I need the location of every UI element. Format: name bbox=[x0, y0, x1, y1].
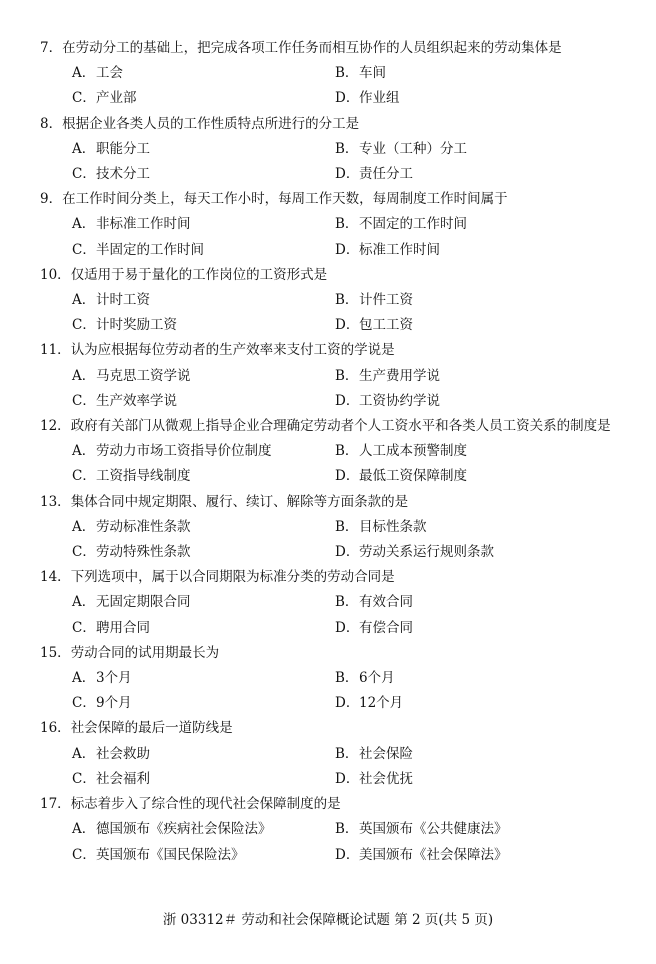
question-number: 13． bbox=[40, 493, 71, 510]
option-letter: C． bbox=[72, 241, 96, 258]
answer-option bbox=[335, 288, 615, 313]
option-text: 社会救助 bbox=[96, 745, 150, 762]
answer-option bbox=[335, 742, 615, 767]
option-text: 工会 bbox=[96, 65, 123, 82]
answer-option bbox=[335, 590, 615, 615]
option-letter: B． bbox=[335, 821, 359, 838]
option-letter: B． bbox=[335, 518, 359, 535]
answer-option bbox=[72, 691, 335, 716]
question-stem bbox=[40, 263, 620, 288]
option-text: 目标性条款 bbox=[359, 518, 427, 535]
question-stem bbox=[40, 338, 620, 363]
question-item bbox=[40, 187, 620, 263]
question-text: 劳动合同的试用期最长为 bbox=[70, 644, 220, 661]
question-number: 8． bbox=[40, 115, 63, 132]
option-grid bbox=[40, 212, 620, 262]
answer-option bbox=[335, 464, 615, 489]
option-grid bbox=[40, 742, 620, 792]
answer-option bbox=[335, 389, 615, 414]
answer-option bbox=[72, 212, 335, 237]
answer-option bbox=[72, 389, 335, 414]
question-stem bbox=[40, 187, 620, 212]
question-number: 10． bbox=[40, 266, 71, 283]
option-grid bbox=[40, 364, 620, 414]
option-letter: C． bbox=[72, 166, 96, 183]
option-letter: C． bbox=[72, 317, 96, 334]
answer-option bbox=[72, 137, 335, 162]
option-letter: B． bbox=[335, 65, 359, 82]
option-letter: C． bbox=[72, 392, 96, 409]
question-stem bbox=[40, 716, 620, 741]
question-number: 17． bbox=[40, 796, 71, 813]
question-number: 9． bbox=[40, 191, 63, 208]
answer-option bbox=[72, 666, 335, 691]
option-letter: D． bbox=[335, 544, 360, 561]
option-letter: C． bbox=[72, 695, 96, 712]
option-letter: B． bbox=[335, 140, 359, 157]
option-letter: C． bbox=[72, 90, 96, 107]
option-letter: A． bbox=[72, 216, 96, 233]
answer-option bbox=[335, 61, 615, 86]
option-text: 劳动特殊性条款 bbox=[96, 544, 191, 561]
option-letter: D． bbox=[335, 317, 360, 334]
question-stem bbox=[40, 792, 620, 817]
answer-option bbox=[72, 162, 335, 187]
answer-option bbox=[72, 767, 335, 792]
option-text: 劳动力市场工资指导价位制度 bbox=[96, 443, 272, 460]
option-text: 最低工资保障制度 bbox=[359, 468, 467, 485]
question-stem bbox=[40, 414, 620, 439]
option-text: 社会优抚 bbox=[359, 770, 413, 787]
answer-option bbox=[335, 86, 615, 111]
question-list bbox=[40, 36, 620, 868]
question-stem bbox=[40, 36, 620, 61]
option-grid bbox=[40, 61, 620, 111]
question-stem bbox=[40, 565, 620, 590]
option-letter: B． bbox=[335, 670, 359, 687]
option-text: 德国颁布《疾病社会保险法》 bbox=[96, 821, 272, 838]
question-number: 14． bbox=[40, 569, 71, 586]
answer-option bbox=[72, 742, 335, 767]
answer-option bbox=[335, 843, 615, 868]
option-letter: A． bbox=[72, 745, 96, 762]
option-text: 包工工资 bbox=[359, 317, 413, 334]
question-item bbox=[40, 490, 620, 566]
answer-option bbox=[335, 767, 615, 792]
option-letter: D． bbox=[335, 468, 360, 485]
question-text: 社会保障的最后一道防线是 bbox=[70, 720, 233, 737]
option-text: 3个月 bbox=[96, 670, 132, 687]
question-item bbox=[40, 338, 620, 414]
option-letter: D． bbox=[335, 770, 360, 787]
option-grid bbox=[40, 439, 620, 489]
answer-option bbox=[72, 540, 335, 565]
option-text: 劳动标准性条款 bbox=[96, 518, 191, 535]
question-text: 在工作时间分类上，每天工作小时，每周工作天数，每周制度工作时间属于 bbox=[62, 191, 508, 208]
answer-option bbox=[335, 238, 615, 263]
option-text: 英国颁布《公共健康法》 bbox=[359, 821, 508, 838]
option-letter: C． bbox=[72, 619, 96, 636]
option-text: 计件工资 bbox=[359, 292, 413, 309]
option-grid bbox=[40, 288, 620, 338]
option-text: 半固定的工作时间 bbox=[96, 241, 204, 258]
option-text: 不固定的工作时间 bbox=[359, 216, 467, 233]
option-letter: A． bbox=[72, 292, 96, 309]
option-text: 车间 bbox=[359, 65, 386, 82]
option-letter: D． bbox=[335, 166, 360, 183]
option-text: 非标准工作时间 bbox=[96, 216, 191, 233]
option-grid bbox=[40, 666, 620, 716]
option-text: 6个月 bbox=[359, 670, 395, 687]
question-item bbox=[40, 36, 620, 112]
option-text: 社会保险 bbox=[359, 745, 413, 762]
option-text: 工资协约学说 bbox=[359, 392, 440, 409]
option-text: 人工成本预警制度 bbox=[359, 443, 467, 460]
question-text: 在劳动分工的基础上，把完成各项工作任务而相互协作的人员组织起来的劳动集体是 bbox=[62, 40, 562, 56]
question-number: 15． bbox=[40, 644, 71, 661]
option-letter: D． bbox=[335, 392, 360, 409]
option-text: 标准工作时间 bbox=[359, 241, 440, 258]
answer-option bbox=[72, 464, 335, 489]
option-text: 马克思工资学说 bbox=[96, 367, 191, 384]
question-text: 仅适用于易于量化的工作岗位的工资形式是 bbox=[70, 266, 328, 283]
answer-option bbox=[335, 313, 615, 338]
question-stem bbox=[40, 490, 620, 515]
question-text: 根据企业各类人员的工作性质特点所进行的分工是 bbox=[62, 115, 360, 132]
option-letter: B． bbox=[335, 443, 359, 460]
option-letter: B． bbox=[335, 745, 359, 762]
option-grid bbox=[40, 817, 620, 867]
answer-option bbox=[335, 137, 615, 162]
option-letter: A． bbox=[72, 443, 96, 460]
option-letter: A． bbox=[72, 140, 96, 157]
option-text: 专业（工种）分工 bbox=[359, 140, 467, 157]
answer-option bbox=[335, 364, 615, 389]
question-item bbox=[40, 263, 620, 339]
question-item bbox=[40, 112, 620, 188]
question-stem bbox=[40, 641, 620, 666]
question-text: 政府有关部门从微观上指导企业合理确定劳动者个人工资水平和各类人员工资关系的制度是 bbox=[70, 418, 611, 435]
answer-option bbox=[72, 238, 335, 263]
option-letter: B． bbox=[335, 367, 359, 384]
option-text: 生产费用学说 bbox=[359, 367, 440, 384]
question-number: 16． bbox=[40, 720, 71, 737]
option-letter: A． bbox=[72, 65, 96, 82]
option-text: 9个月 bbox=[96, 695, 132, 712]
option-text: 无固定期限合同 bbox=[96, 594, 191, 611]
option-letter: C． bbox=[72, 846, 96, 863]
option-letter: C． bbox=[72, 468, 96, 485]
answer-option bbox=[335, 439, 615, 464]
option-letter: D． bbox=[335, 619, 360, 636]
answer-option bbox=[335, 162, 615, 187]
question-number: 11． bbox=[40, 342, 71, 359]
page-footer: 浙 03312＃ 劳动和社会保障概论试题 第 2 页(共 5 页) bbox=[162, 912, 494, 928]
option-text: 计时奖励工资 bbox=[96, 317, 177, 334]
question-text: 集体合同中规定期限、履行、续订、解除等方面条款的是 bbox=[70, 493, 409, 510]
question-text: 认为应根据每位劳动者的生产效率来支付工资的学说是 bbox=[70, 342, 395, 359]
option-letter: B． bbox=[335, 594, 359, 611]
option-grid bbox=[40, 515, 620, 565]
answer-option bbox=[335, 616, 615, 641]
question-item bbox=[40, 641, 620, 717]
answer-option bbox=[335, 691, 615, 716]
question-stem bbox=[40, 112, 620, 137]
option-text: 作业组 bbox=[359, 90, 400, 107]
option-letter: C． bbox=[72, 544, 96, 561]
question-item bbox=[40, 792, 620, 868]
option-text: 聘用合同 bbox=[96, 619, 150, 636]
option-letter: D． bbox=[335, 241, 360, 258]
answer-option bbox=[335, 666, 615, 691]
option-letter: A． bbox=[72, 367, 96, 384]
option-text: 计时工资 bbox=[96, 292, 150, 309]
answer-option bbox=[72, 515, 335, 540]
answer-option bbox=[72, 843, 335, 868]
option-grid bbox=[40, 590, 620, 640]
answer-option bbox=[72, 313, 335, 338]
option-letter: A． bbox=[72, 670, 96, 687]
option-letter: A． bbox=[72, 594, 96, 611]
option-text: 生产效率学说 bbox=[96, 392, 177, 409]
answer-option bbox=[72, 590, 335, 615]
answer-option bbox=[72, 616, 335, 641]
answer-option bbox=[72, 288, 335, 313]
question-item bbox=[40, 716, 620, 792]
option-text: 社会福利 bbox=[96, 770, 150, 787]
option-text: 12个月 bbox=[359, 695, 404, 712]
option-text: 英国颁布《国民保险法》 bbox=[96, 846, 245, 863]
option-text: 职能分工 bbox=[96, 140, 150, 157]
answer-option bbox=[72, 439, 335, 464]
option-text: 劳动关系运行规则条款 bbox=[359, 544, 494, 561]
option-letter: A． bbox=[72, 821, 96, 838]
question-item bbox=[40, 565, 620, 641]
question-text: 标志着步入了综合性的现代社会保障制度的是 bbox=[70, 796, 341, 813]
answer-option bbox=[72, 61, 335, 86]
option-letter: D． bbox=[335, 846, 360, 863]
option-letter: D． bbox=[335, 695, 360, 712]
option-text: 有效合同 bbox=[359, 594, 413, 611]
option-text: 工资指导线制度 bbox=[96, 468, 191, 485]
answer-option bbox=[72, 86, 335, 111]
option-text: 技术分工 bbox=[96, 166, 150, 183]
question-number: 7． bbox=[40, 40, 63, 56]
option-letter: B． bbox=[335, 292, 359, 309]
option-text: 有偿合同 bbox=[359, 619, 413, 636]
answer-option bbox=[72, 364, 335, 389]
option-grid bbox=[40, 137, 620, 187]
option-text: 美国颁布《社会保障法》 bbox=[359, 846, 508, 863]
option-letter: D． bbox=[335, 90, 360, 107]
question-number: 12． bbox=[40, 418, 71, 435]
option-letter: B． bbox=[335, 216, 359, 233]
question-item bbox=[40, 414, 620, 490]
option-text: 责任分工 bbox=[359, 166, 413, 183]
answer-option bbox=[335, 817, 615, 842]
option-letter: C． bbox=[72, 770, 96, 787]
answer-option bbox=[72, 817, 335, 842]
option-text: 产业部 bbox=[96, 90, 137, 107]
option-letter: A． bbox=[72, 518, 96, 535]
answer-option bbox=[335, 212, 615, 237]
answer-option bbox=[335, 515, 615, 540]
question-text: 下列选项中，属于以合同期限为标准分类的劳动合同是 bbox=[70, 569, 395, 586]
answer-option bbox=[335, 540, 615, 565]
